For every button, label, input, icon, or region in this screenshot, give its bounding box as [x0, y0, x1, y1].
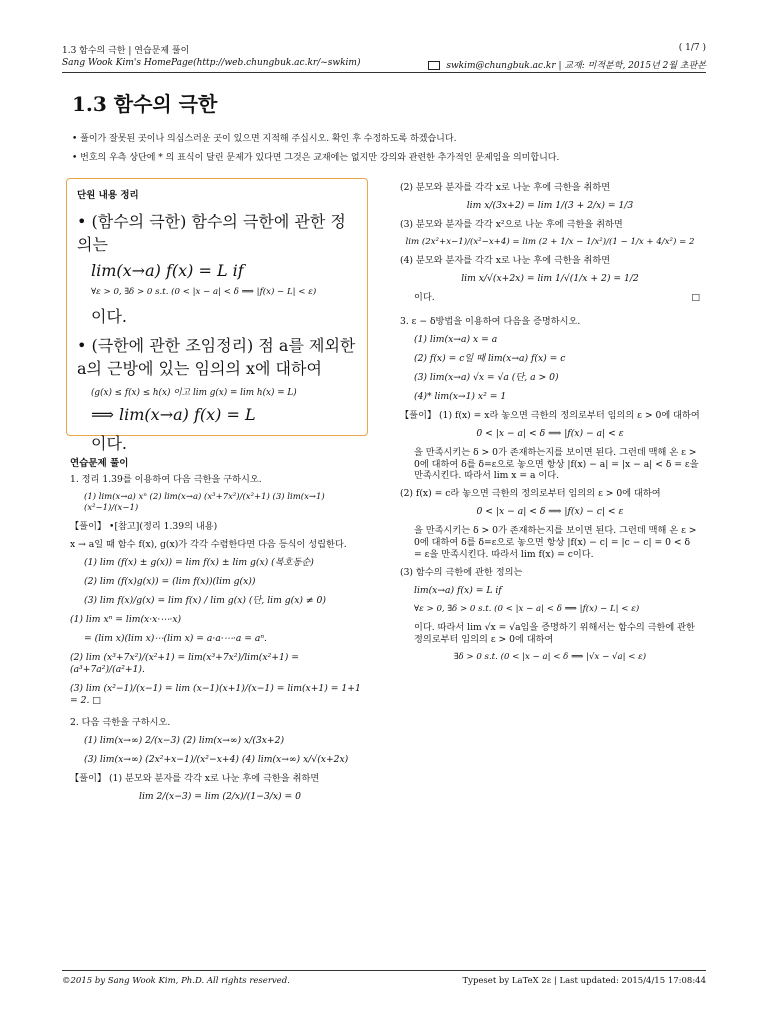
question-2-parts-b: (3) lim(x→∞) (2x²+x−1)/(x²−x+4) (4) lim(x→∞) x/√(x+2x)	[84, 753, 349, 765]
email-link[interactable]: swkim@chungbuk.ac.kr	[446, 61, 556, 71]
question-2: 2. 다음 극한을 구하시오.	[70, 716, 171, 728]
theorem-rule-2: (2) lim (f(x)g(x)) = (lim f(x))(lim g(x))	[84, 576, 256, 588]
solution-2-intro: 【풀이】 (1) 분모와 분자를 각각 x로 나눈 후에 극한을 취하면	[70, 772, 320, 784]
theorem-rule-3: (3) lim f(x)/g(x) = lim f(x) / lim g(x) (단, lim g(x) ≠ 0)	[84, 595, 326, 607]
envelope-icon	[428, 61, 440, 70]
copyright: ©2015 by Sang Wook Kim, Ph.D. All rights reserved.	[62, 976, 290, 986]
solution-3-2-intro: (2) f(x) = c라 놓으면 극한의 정의로부터 임의의 ε > 0에 대하여	[400, 488, 661, 500]
answer-2: (2) lim (x³+7x²)/(x²+1) = lim(x³+7x²)/lim(x²+1) = (a³+7a²)/(a²+1).	[70, 652, 300, 676]
solution-3-2-eq: 0 < |x − a| < δ ⟹ |f(x) − c| < ε	[476, 506, 624, 518]
header-rule	[62, 72, 706, 73]
exercise-heading: 연습문제 풀이	[70, 458, 129, 469]
definition-line-2: ∀ε > 0, ∃δ > 0 s.t. (0 < |x − a| < δ ⟹ |f(x) − L| < ε)	[91, 287, 317, 297]
question-3: 3. ε − δ방법을 이용하여 다음을 증명하시오.	[400, 315, 581, 327]
solution-3-1-intro: 【풀이】 (1) f(x) = x라 놓으면 극한의 정의로부터 임의의 ε > 0에 대하여	[400, 409, 700, 421]
solution-2-1-eq: lim 2/(x−3) = lim (2/x)/(1−3/x) = 0	[139, 790, 301, 802]
solution-3-2-text: 을 만족시키는 δ > 0가 존재하는지를 보이면 된다. 그런데 맥해 온 ε > 0에 대하여 δ를 δ=ε으로 놓으면 항상 |f(x) − c| = |c − c| = 0 < δ = ε을 만족시킨다. 따라서 lim f(x) = c이다.	[414, 525, 697, 561]
question-3-part-2: (2) f(x) = c일 때 lim(x→a) f(x) = c	[414, 352, 566, 364]
solution-2-2-text: (2) 분모와 분자를 각각 x로 나눈 후에 극한을 취하면	[400, 182, 611, 193]
contact-info	[428, 58, 706, 71]
solution-2-2-eq: lim x/(3x+2) = lim 1/(3 + 2/x) = 1/3	[466, 199, 634, 211]
typeset-info: Typeset by LaTeX 2ε | Last updated: 2015/4/15 17:08:44	[462, 976, 706, 986]
solution-3-1-eq: 0 < |x − a| < δ ⟹ |f(x) − a| < ε	[476, 427, 624, 439]
summary-heading: 단원 내용 정리	[77, 190, 139, 201]
page-footer	[62, 976, 706, 986]
solution-1-ref: 【풀이】 •[참고](정리 1.39의 내용)	[70, 521, 218, 533]
theorem-rule-1: (1) lim (f(x) ± g(x)) = lim f(x) ± lim g(x) (복호동순)	[84, 557, 314, 569]
squeeze-line-2: ⟹ lim(x→a) f(x) = L	[91, 405, 256, 424]
note-2: • 번호의 우측 상단에 * 의 표식이 달린 문제가 있다면 그것은 교재에는 없지만 강의와 관련한 추가적인 문제임을 의미합니다.	[72, 153, 560, 163]
solution-2-4-text: (4) 분모와 분자를 각각 x로 나눈 후에 극한을 취하면	[400, 255, 611, 267]
solution-2-end-text: 이다.	[414, 291, 435, 303]
solution-2-4-eq: lim x/√(x+2x) = lim 1/√(1/x + 2) = 1/2	[461, 272, 639, 284]
question-1: 1. 정리 1.39를 이용하여 다음 극한을 구하시오.	[70, 474, 262, 486]
summary-end-2: 이다.	[91, 434, 127, 453]
solution-2-3-eq: lim (2x²+x−1)/(x²−x+4) = lim (2 + 1/x − 1/x²)/(1 − 1/x + 4/x²) = 2	[405, 236, 695, 247]
book-info: | 교재: 미적분학, 2015년 2월 초판본	[558, 61, 706, 71]
question-1-parts: (1) lim(x→a) xⁿ (2) lim(x→a) (x³+7x²)/(x²+1) (3) lim(x→1) (x²−1)/(x−1)	[84, 492, 325, 514]
answer-1-line-1: (1) lim xⁿ = lim(x·x·⋯·x)	[70, 614, 182, 626]
definition-line-1: lim(x→a) f(x) = L if	[91, 261, 244, 280]
solution-2-end	[400, 292, 700, 304]
question-3-part-3: (3) lim(x→a) √x = √a (단, a > 0)	[414, 371, 559, 383]
running-header	[62, 43, 706, 56]
solution-3-3-intro: (3) 함수의 극한에 관한 정의는	[400, 567, 523, 579]
footer-rule	[62, 970, 706, 971]
solution-3-1-text: 을 만족시키는 δ > 0가 존재하는지를 보이면 된다. 그런데 맥해 온 ε > 0에 대하여 δ를 δ=ε으로 놓으면 항상 |f(x) − a| = |x − a| < δ = ε을 만족시킨다. 따라서 lim x = a 이다.	[414, 446, 699, 482]
qed-mark: □	[691, 291, 700, 303]
solution-1-intro: x → a일 때 함수 f(x), g(x)가 각각 수렴한다면 다음 등식이 성립한다.	[70, 539, 347, 551]
answer-3: (3) lim (x²−1)/(x−1) = lim (x−1)(x+1)/(x−1) = lim(x+1) = 1+1 = 2. □	[70, 682, 361, 706]
header-section-ref: 1.3 함수의 극한 | 연습문제 풀이	[62, 46, 190, 56]
question-2-parts-a: (1) lim(x→∞) 2/(x−3) (2) lim(x→∞) x/(3x+2)	[84, 734, 285, 746]
summary-box	[66, 178, 368, 453]
question-3-part-4: (4)* lim(x→1) x² = 1	[414, 390, 507, 402]
right-column	[400, 180, 700, 670]
page-title: 1.3 함수의 극한	[72, 92, 218, 116]
summary-item-1: • (함수의 극한) 함수의 극한에 관한 정의는	[77, 212, 346, 254]
solution-2-3-text: (3) 분모와 분자를 각각 x²으로 나눈 후에 극한을 취하면	[400, 218, 623, 230]
solution-3-3-eq-3: ∃δ > 0 s.t. (0 < |x − a| < δ ⟹ |√x − √a| < ε)	[453, 652, 647, 663]
question-3-part-1: (1) lim(x→a) x = a	[414, 333, 498, 345]
solution-3-3-text: 이다. 따라서 lim √x = √a임을 증명하기 위해서는 함수의 극한에 관한 정의로부터 임의의 ε > 0에 대하여	[414, 622, 695, 646]
left-column	[70, 452, 370, 810]
answer-1-line-2: = (lim x)(lim x)⋯(lim x) = a·a·⋯·a = aⁿ.	[84, 633, 267, 645]
note-1: • 풀이가 잘못된 곳이나 의심스러운 곳이 있으면 지적해 주십시오. 확인 후 수정하도록 하겠습니다.	[72, 134, 457, 144]
solution-3-3-eq-1: lim(x→a) f(x) = L if	[414, 585, 502, 597]
summary-end-1: 이다.	[91, 307, 127, 326]
page-number: ( 1/7 )	[678, 43, 706, 53]
summary-item-2: • (극한에 관한 조임정리) 점 a를 제외한 a의 근방에 있는 임의의 x에 대하여	[77, 336, 356, 378]
homepage-link[interactable]: Sang Wook Kim's HomePage(http://web.chungbuk.ac.kr/~swkim)	[62, 58, 361, 68]
running-subheader	[62, 58, 706, 71]
squeeze-line-1: (g(x) ≤ f(x) ≤ h(x) 이고 lim g(x) = lim h(x) = L)	[91, 388, 297, 398]
solution-3-3-eq-2: ∀ε > 0, ∃δ > 0 s.t. (0 < |x − a| < δ ⟹ |f(x) − L| < ε)	[414, 604, 640, 615]
